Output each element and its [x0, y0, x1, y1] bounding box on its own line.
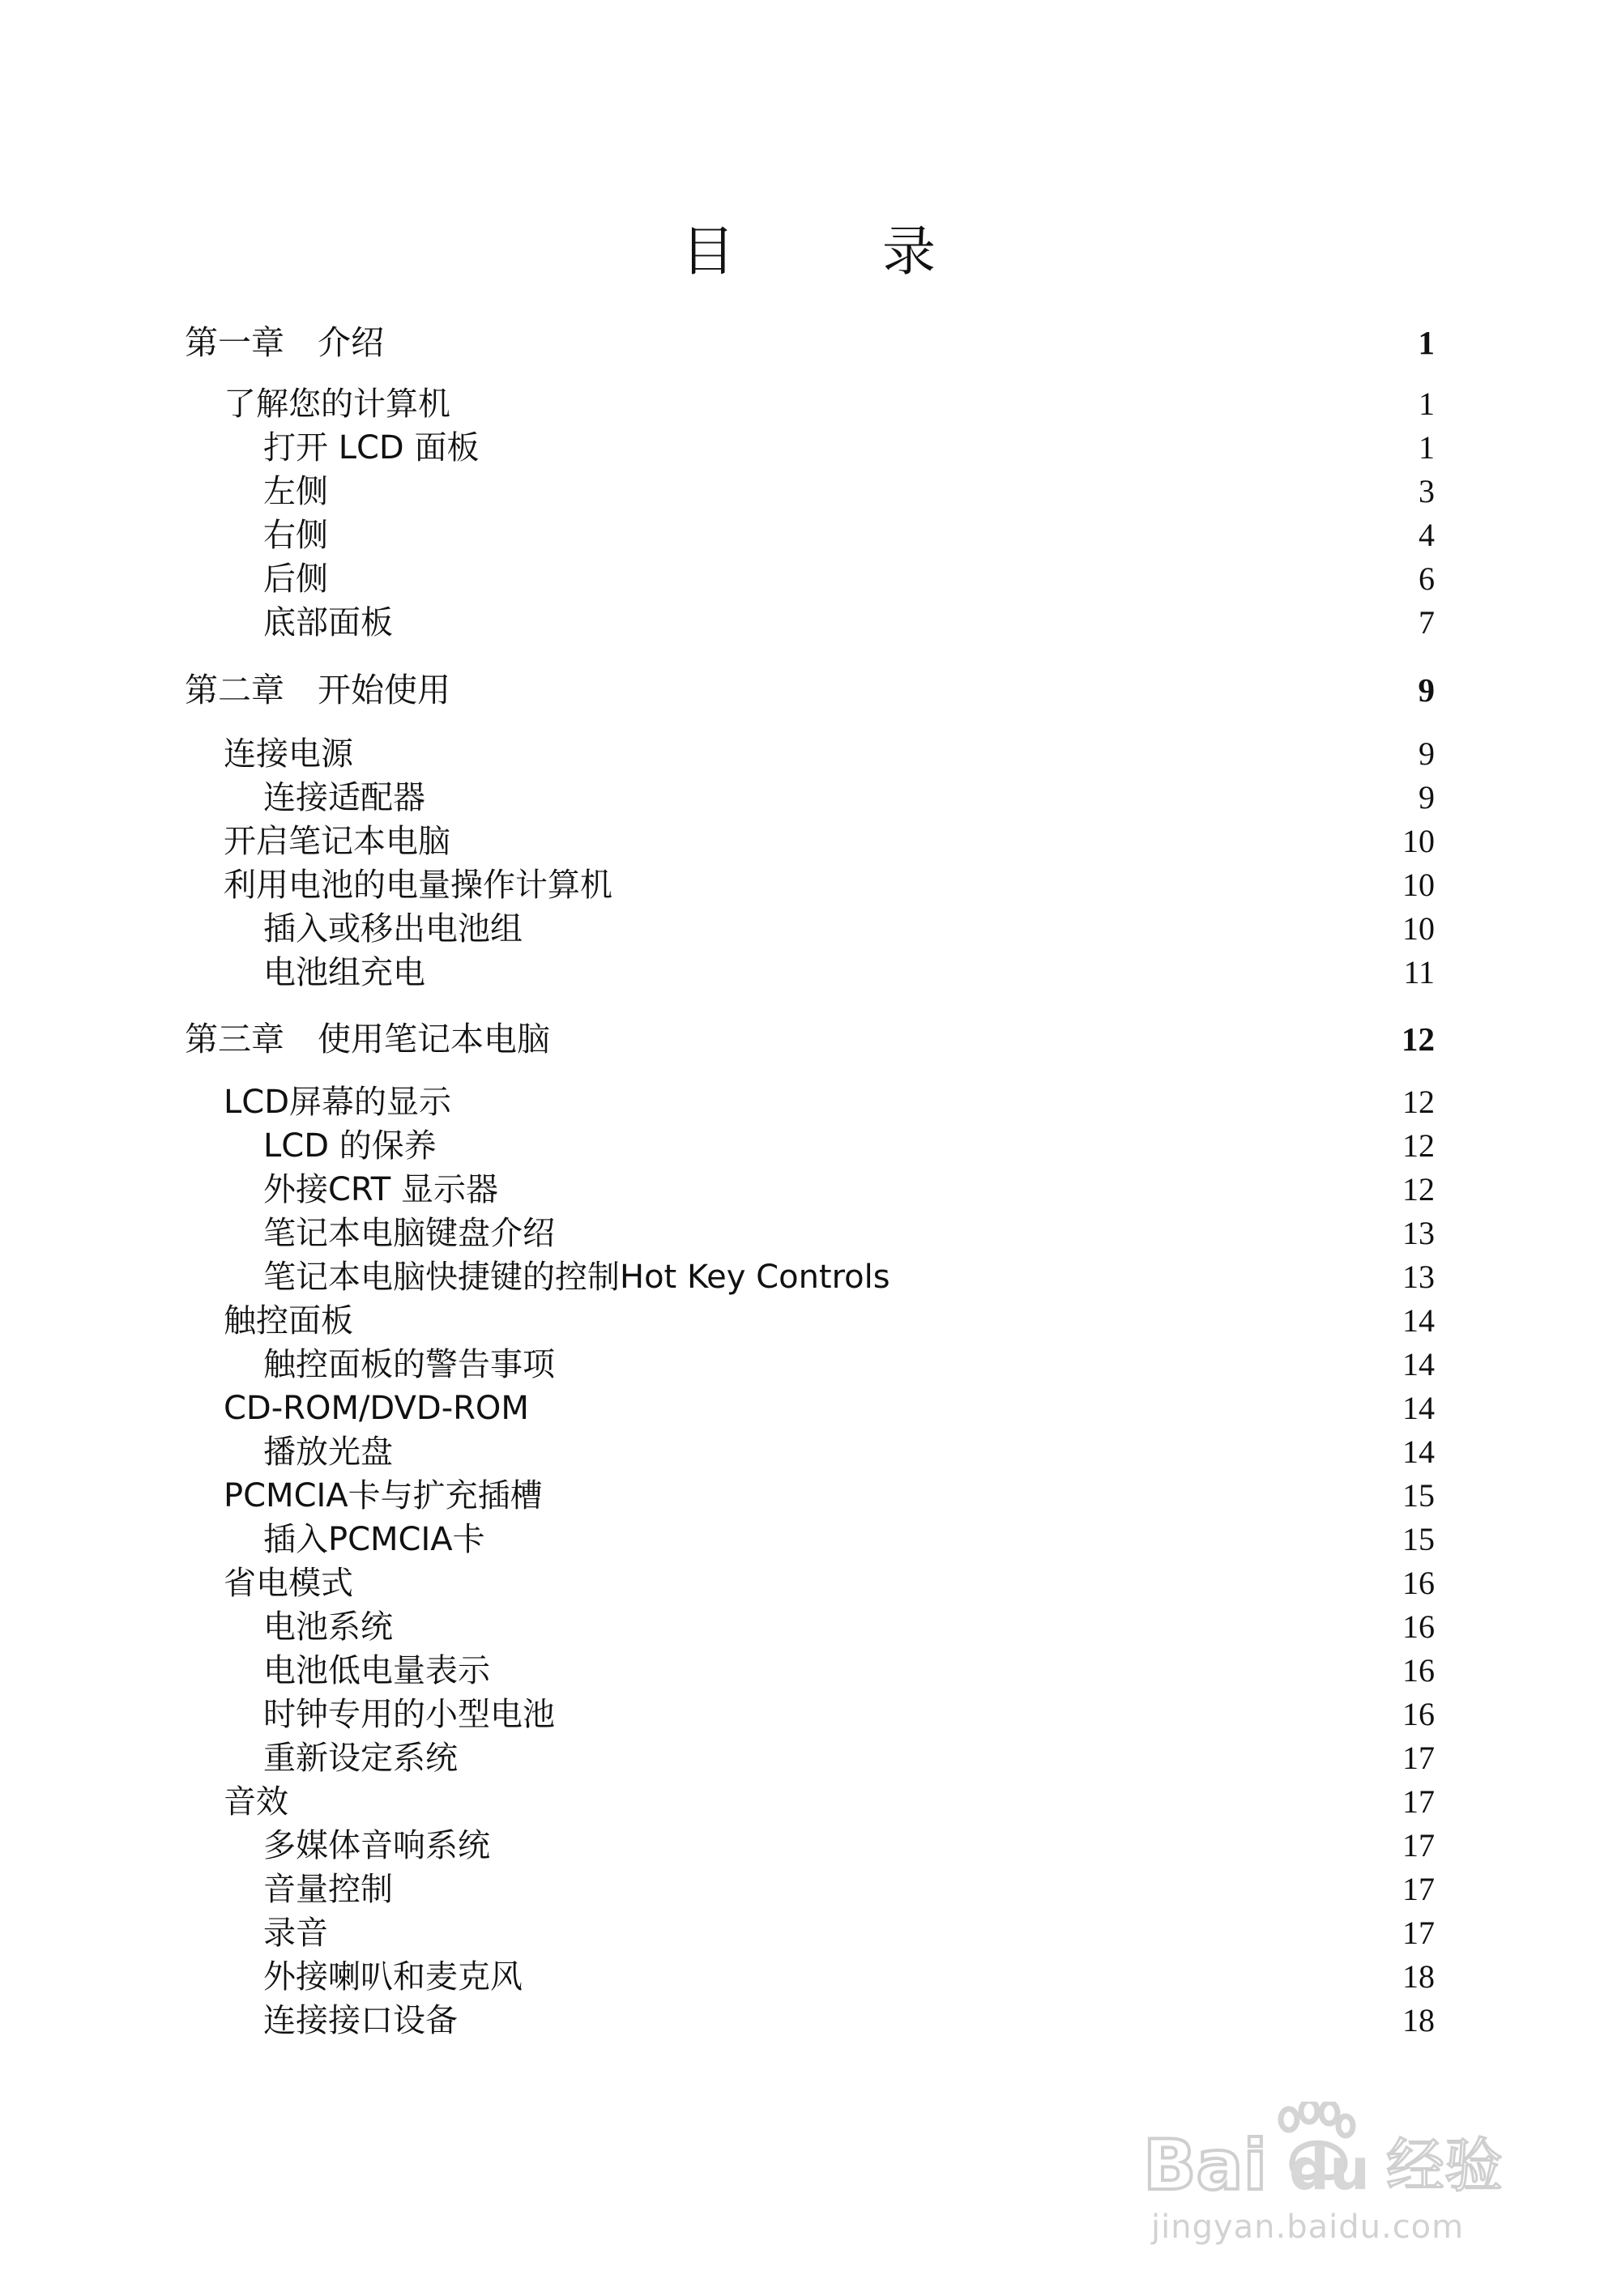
toc-entry-page: 15 — [1402, 1477, 1435, 1514]
toc-entry-label: 右侧 — [263, 517, 328, 554]
toc-entry-page: 12 — [1402, 1171, 1435, 1208]
toc-entry-page: 7 — [1419, 604, 1435, 641]
toc-entry[interactable] — [0, 734, 1617, 774]
toc-entry[interactable] — [0, 821, 1617, 862]
toc-entry-label: 笔记本电脑快捷键的控制Hot Key Controls — [263, 1259, 890, 1296]
toc-entry-page: 10 — [1402, 910, 1435, 947]
toc-entry-page: 4 — [1419, 517, 1435, 553]
toc-entry[interactable] — [0, 2000, 1617, 2041]
toc-entry-label: LCD屏幕的显示 — [224, 1084, 452, 1121]
toc-entry-page: 1 — [1419, 386, 1435, 422]
toc-entry-label: 开启笔记本电脑 — [224, 823, 450, 860]
toc-entry-label: 连接适配器 — [263, 779, 425, 816]
toc-entry[interactable] — [0, 322, 1617, 363]
toc-entry[interactable] — [0, 777, 1617, 818]
toc-entry[interactable] — [0, 1257, 1617, 1297]
toc-entry-label: 时钟专用的小型电池 — [263, 1696, 555, 1733]
toc-entry[interactable] — [0, 1913, 1617, 1953]
toc-entry[interactable] — [0, 1738, 1617, 1778]
toc-entry-page: 18 — [1402, 2002, 1435, 2038]
svg-text:经验: 经验 — [1386, 2132, 1504, 2199]
toc-entry-label: PCMCIA卡与扩充插槽 — [224, 1477, 543, 1514]
baidu-jingyan-watermark — [1143, 2069, 1524, 2256]
toc-entry-label: 插入PCMCIA卡 — [263, 1521, 485, 1558]
toc-entry-page: 17 — [1402, 1783, 1435, 1820]
toc-entry-page: 18 — [1402, 1958, 1435, 1995]
toc-entry[interactable] — [0, 1344, 1617, 1385]
toc-entry-label: 连接接口设备 — [263, 2002, 458, 2039]
toc-entry[interactable] — [0, 1301, 1617, 1341]
toc-entry[interactable] — [0, 909, 1617, 949]
toc-entry-label: 音效 — [224, 1783, 288, 1821]
toc-entry-page: 14 — [1402, 1390, 1435, 1426]
toc-entry-label: 打开 LCD 面板 — [263, 429, 480, 466]
toc-entry-label: LCD 的保养 — [263, 1127, 437, 1165]
toc-entry-page: 15 — [1402, 1521, 1435, 1557]
toc-entry-label: 电池低电量表示 — [263, 1652, 490, 1689]
toc-entry-label: 第一章 介绍 — [185, 323, 384, 362]
toc-entry-label: 连接电源 — [224, 735, 353, 773]
toc-entry[interactable] — [0, 1388, 1617, 1429]
toc-entry-page: 3 — [1419, 473, 1435, 509]
toc-entry-label: 第二章 开始使用 — [185, 671, 450, 709]
page-title: 目 录 — [681, 220, 983, 283]
toc-entry-page: 14 — [1402, 1433, 1435, 1470]
toc-entry-label: 外接CRT 显示器 — [263, 1171, 498, 1208]
toc-entry-label: 电池系统 — [263, 1608, 393, 1646]
toc-entry[interactable] — [0, 1825, 1617, 1866]
toc-entry[interactable] — [0, 471, 1617, 512]
toc-entry[interactable] — [0, 515, 1617, 556]
svg-text:du: du — [1289, 2136, 1370, 2199]
toc-entry-label: 外接喇叭和麦克风 — [263, 1958, 523, 1996]
toc-entry[interactable] — [0, 1082, 1617, 1122]
toc-entry-page: 17 — [1402, 1827, 1435, 1864]
toc-entry-page: 10 — [1402, 867, 1435, 903]
toc-entry[interactable] — [0, 1519, 1617, 1560]
toc-entry-page: 16 — [1402, 1608, 1435, 1645]
toc-entry-page: 12 — [1402, 1127, 1435, 1164]
toc-entry[interactable] — [0, 670, 1617, 710]
toc-entry-label: 重新设定系统 — [263, 1740, 458, 1777]
toc-entry[interactable] — [0, 1782, 1617, 1822]
toc-entry[interactable] — [0, 952, 1617, 993]
toc-entry-page: 17 — [1402, 1915, 1435, 1951]
toc-entry-label: 插入或移出电池组 — [263, 910, 523, 948]
toc-entry-label: 触控面板 — [224, 1302, 353, 1340]
toc-entry-label: 笔记本电脑键盘介绍 — [263, 1215, 555, 1252]
toc-entry-page: 11 — [1403, 954, 1435, 990]
toc-entry-label: 录音 — [263, 1915, 328, 1952]
toc-entry-page: 16 — [1402, 1565, 1435, 1601]
toc-entry-page: 16 — [1402, 1652, 1435, 1689]
toc-entry-label: 后侧 — [263, 560, 328, 598]
toc-entry-label: 利用电池的电量操作计算机 — [224, 867, 612, 904]
svg-text:Bai: Bai — [1143, 2125, 1268, 2199]
toc-entry[interactable] — [0, 1126, 1617, 1166]
toc-entry-label: 左侧 — [263, 473, 328, 510]
toc-entry-page: 14 — [1402, 1346, 1435, 1382]
toc-entry-label: 底部面板 — [263, 604, 393, 641]
toc-entry-page: 6 — [1419, 560, 1435, 597]
toc-entry-page: 13 — [1402, 1259, 1435, 1295]
toc-entry[interactable] — [0, 1694, 1617, 1735]
toc-entry[interactable] — [0, 559, 1617, 599]
toc-entry-label: 了解您的计算机 — [224, 386, 450, 423]
toc-entry-page: 17 — [1402, 1871, 1435, 1907]
toc-entry-page: 14 — [1402, 1302, 1435, 1339]
toc-entry-label: 音量控制 — [263, 1871, 393, 1908]
toc-entry-page: 9 — [1419, 735, 1435, 772]
toc-entry-page: 16 — [1402, 1696, 1435, 1732]
toc-entry[interactable] — [0, 1957, 1617, 1997]
toc-entry[interactable] — [0, 1607, 1617, 1647]
toc-entry[interactable] — [0, 1651, 1617, 1691]
toc-entry[interactable] — [0, 1169, 1617, 1210]
toc-entry[interactable] — [0, 1869, 1617, 1910]
toc-entry[interactable] — [0, 1476, 1617, 1516]
toc-entry-page: 17 — [1402, 1740, 1435, 1776]
toc-entry-label: 省电模式 — [224, 1565, 353, 1602]
toc-entry-label: 播放光盘 — [263, 1433, 393, 1471]
toc-entry-label: 第三章 使用笔记本电脑 — [185, 1020, 550, 1059]
toc-entry-label: 多媒体音响系统 — [263, 1827, 490, 1864]
toc-entry-label: 触控面板的警告事项 — [263, 1346, 555, 1383]
toc-entry-page: 12 — [1402, 1020, 1435, 1058]
toc-entry-page: 10 — [1402, 823, 1435, 859]
toc-entry-page: 9 — [1419, 779, 1435, 816]
toc-entry[interactable] — [0, 603, 1617, 643]
toc-entry-page: 1 — [1418, 324, 1435, 361]
toc-entry-page: 12 — [1402, 1084, 1435, 1120]
watermark-url: jingyan.baidu.com — [1151, 2209, 1465, 2246]
toc-entry[interactable] — [0, 1019, 1617, 1059]
toc-entry[interactable] — [0, 1432, 1617, 1472]
toc-entry-label: CD-ROM/DVD-ROM — [224, 1390, 529, 1427]
toc-entry-label: 电池组充电 — [263, 954, 425, 991]
toc-entry-page: 13 — [1402, 1215, 1435, 1251]
toc-entry[interactable] — [0, 1213, 1617, 1254]
toc-entry-page: 1 — [1419, 429, 1435, 466]
baidu-logo-icon — [1143, 2102, 1524, 2199]
toc-entry[interactable] — [0, 1563, 1617, 1604]
toc-entry[interactable] — [0, 865, 1617, 905]
toc-entry[interactable] — [0, 428, 1617, 468]
toc-entry[interactable] — [0, 384, 1617, 424]
toc-entry-page: 9 — [1418, 671, 1435, 709]
